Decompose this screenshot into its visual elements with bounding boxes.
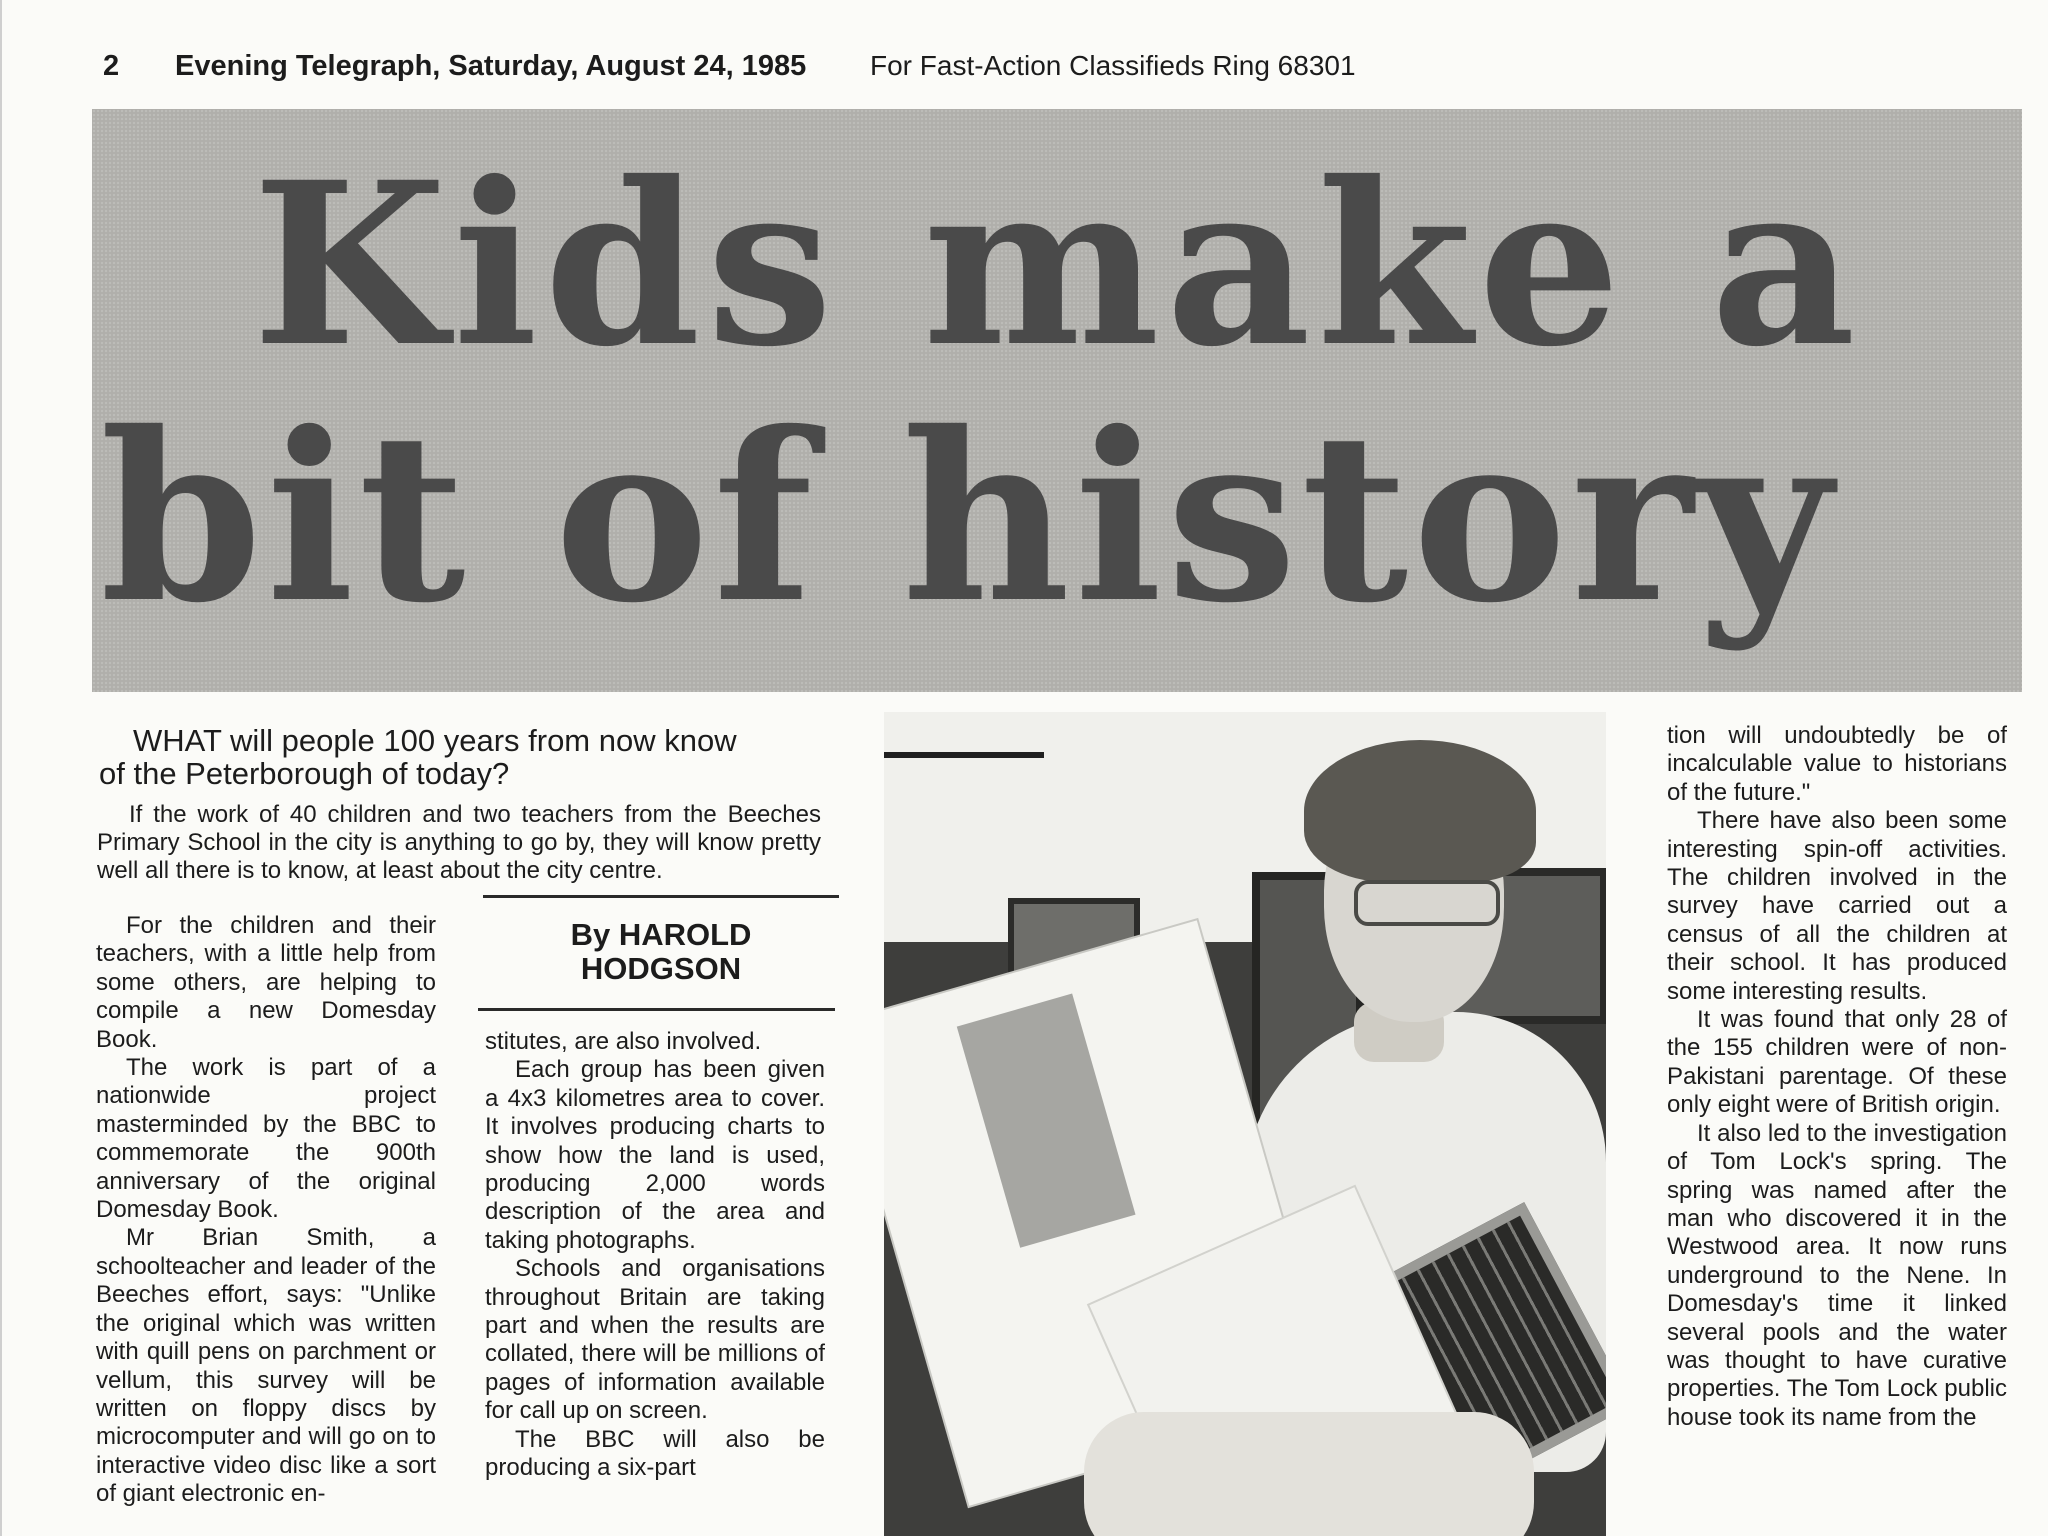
byline (483, 918, 839, 986)
article-column-1 (96, 912, 436, 1536)
column-3-paragraph-2: There have also been some interesting spin-off activities. The children involved in the survey have carried out a census of all the children at their school. It has produced some interesting results. (1667, 807, 2007, 1005)
column-3-paragraph-4: It also led to the investigation of Tom Lock's spring. The spring was named after the man who discovered it in the Westwood area. It now runs underground to the Nene. In Domesday's time it linked several pools and the water was thought to have curative properties. The Tom Lock public house took its name from the (1667, 1119, 2007, 1431)
byline-rule-bottom (478, 1008, 835, 1011)
lead-paragraph-text: If the work of 40 children and two teachers from the Beeches Primary School in the city is anything to go by, they will know pretty well all there is to know, at least about the city centre. (97, 801, 821, 884)
column-1-paragraph-2: The work is part of a nationwide project masterminded by the BBC to commemorate the 900th anniversary of the original Domesday Book. (96, 1054, 436, 1224)
article-column-2 (485, 1028, 825, 1536)
column-3-paragraph-1: tion will undoubtedly be of incalculable value to historians of the future." (1667, 722, 2007, 806)
column-2-paragraph-1: stitutes, are also involved. (485, 1028, 762, 1055)
classifieds-notice: For Fast-Action Classifieds Ring 68301 (870, 50, 1356, 81)
lead-intro (99, 724, 839, 790)
byline-rule-top (483, 895, 839, 898)
byline-line-1: By HAROLD (570, 917, 752, 952)
headline-line-2: bit of history (100, 381, 1836, 654)
lead-intro-line-2: of the Peterborough of today? (99, 756, 510, 791)
column-2-paragraph-2: Each group has been given a 4x3 kilometres area to cover. It involves producing charts to show how the land is used, producing 2,000 words description of the area and taking photographs. (485, 1056, 825, 1254)
teacher-with-computer-printout-photo (884, 712, 1606, 1536)
photo-shelf-edge (884, 752, 1044, 758)
photo-teacher-hair (1304, 740, 1536, 882)
column-1-paragraph-3: Mr Brian Smith, a schoolteacher and leader of the Beeches effort, says: "Unlike the original which was written with quill pens on parchment or vellum, this survey will be written on floppy discs by microcomputer and will go on to interactive video disc like a sort of giant electronic en- (96, 1224, 436, 1508)
headline-banner (92, 109, 2022, 692)
page-number: 2 (103, 50, 120, 82)
photo-hands (1084, 1412, 1534, 1536)
column-1-paragraph-1: For the children and their teachers, with a little help from some others, are helping to compile a new Domesday Book. (96, 912, 436, 1053)
byline-line-2: HODGSON (580, 951, 742, 986)
publication-dateline: Evening Telegraph, Saturday, August 24, 1985 (175, 50, 807, 82)
column-2-paragraph-4: The BBC will also be producing a six-part (485, 1425, 825, 1482)
headline-line-1: Kids make a (252, 133, 1862, 396)
photo-teacher-glasses (1354, 880, 1500, 926)
column-3-paragraph-3: It was found that only 28 of the 155 children were of non-Pakistani parentage. Of these only eight were of British origin. (1667, 1006, 2007, 1119)
column-2-paragraph-3: Schools and organisations throughout Britain are taking part and when the results are collated, there will be millions of pages of information available for call up on screen. (485, 1255, 825, 1425)
lead-paragraph (97, 801, 821, 885)
lead-intro-line-1: WHAT will people 100 years from now know (133, 723, 737, 758)
article-column-3 (1667, 722, 2007, 1536)
